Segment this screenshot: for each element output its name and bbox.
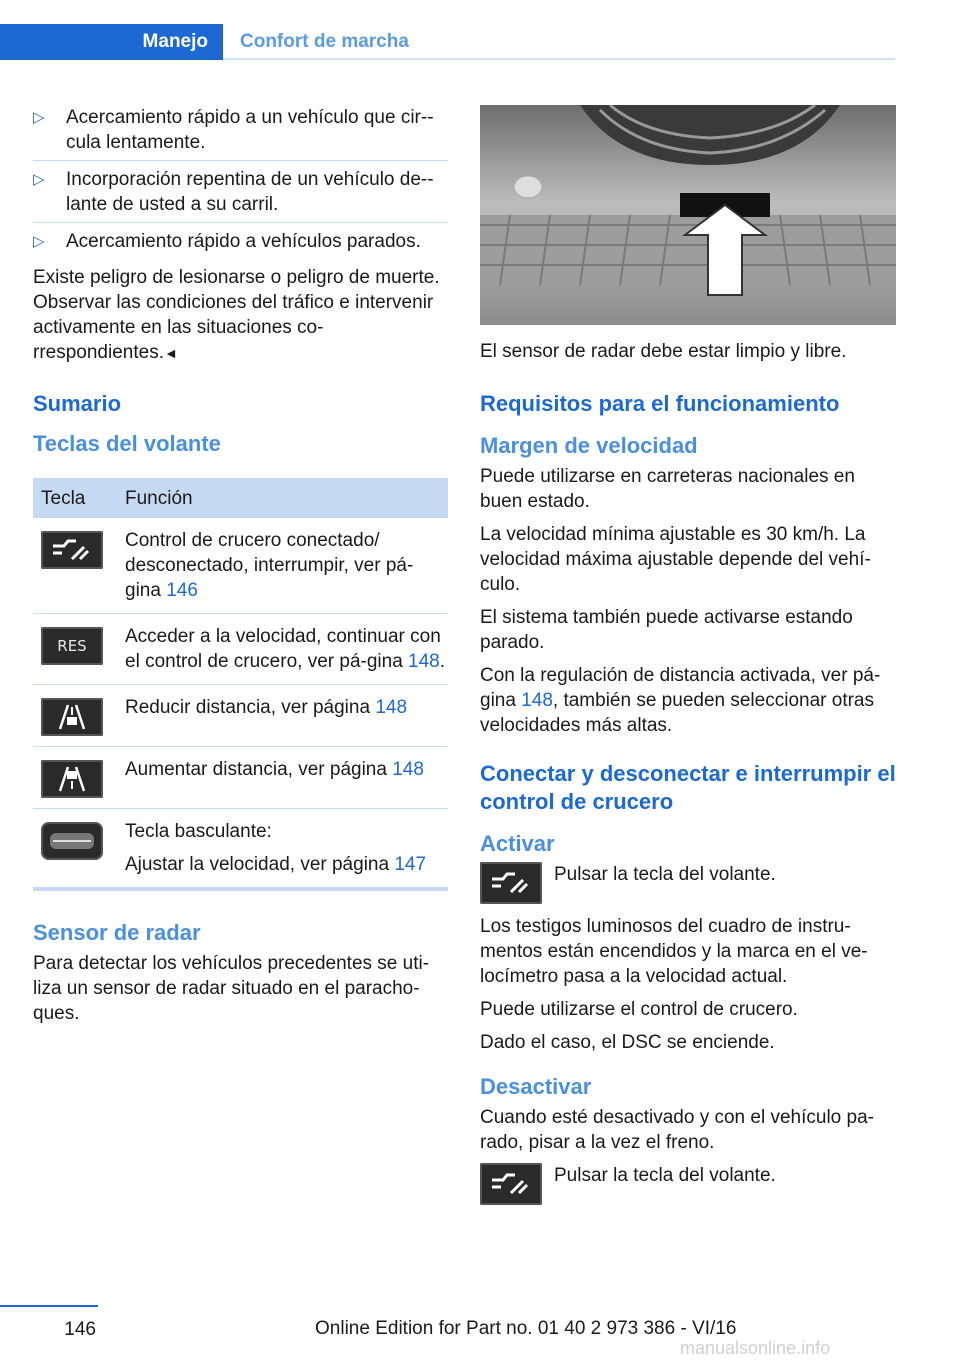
watermark: manualsonline.info: [680, 1338, 831, 1358]
bullet-text: Incorporación repentina de un vehículo de-lante de usted a su carril.: [66, 169, 434, 215]
table-row: [33, 747, 448, 809]
page-link[interactable]: 147: [394, 854, 427, 875]
table-row: [33, 518, 448, 614]
paragraph: Puede utilizarse el control de crucero.: [480, 999, 798, 1020]
paragraph: Los testigos luminosos del cuadro de instru-mentos están encendidos y la marca en el ve-locímetro pasa a la velocidad actual.: [480, 916, 868, 987]
section-heading-sumario: Sumario: [33, 391, 122, 416]
page-number: [0, 1305, 98, 1341]
page-number-text: 146: [64, 1319, 96, 1340]
function-text: Reducir distancia, ver página: [125, 697, 376, 718]
page-link[interactable]: 146: [166, 580, 198, 601]
radar-sensor-photo: [480, 105, 896, 325]
function-text-title: Tecla basculante:: [125, 821, 272, 842]
key-instruction-text: Pulsar la tecla del volante.: [554, 1165, 776, 1186]
subheading-margen: Margen de velocidad: [480, 433, 698, 458]
function-cell: [117, 685, 448, 747]
subheading-activar: Activar: [480, 831, 555, 856]
subheading-teclas: Teclas del volante: [33, 431, 221, 456]
cruise-control-icon: [480, 1163, 542, 1205]
table-header-function: Función: [117, 478, 448, 518]
function-text-end: .: [439, 651, 446, 672]
chapter-header: [0, 24, 895, 60]
paragraph-text: Con la regulación de distancia activada, ver pá-gina: [480, 665, 881, 711]
page-link[interactable]: 148: [375, 697, 408, 718]
function-cell: [117, 518, 448, 614]
function-text: Ajustar la velocidad, ver página: [125, 854, 395, 875]
cruise-control-icon: [41, 531, 103, 569]
triangle-bullet-icon: ▷: [33, 109, 45, 126]
left-column: [33, 105, 448, 1034]
paragraph-text: , también se pueden seleccionar otras velocidades más altas.: [480, 690, 874, 736]
bullet-text: Acercamiento rápido a un vehículo que cir-cula lentamente.: [66, 107, 434, 153]
function-text: Acceder a la velocidad, continuar con el control de crucero, ver pá-gina: [125, 626, 441, 672]
triangle-bullet-icon: ▷: [33, 233, 45, 250]
function-cell: [117, 614, 448, 685]
table-row: [33, 685, 448, 747]
function-text: Control de crucero conectado/ desconectado, interrumpir, ver pá-gina: [125, 530, 414, 601]
warning-text: Existe peligro de lesionarse o peligro de muerte. Observar las condiciones del tráfico e intervenir activamente en las situaciones co-rrespondientes.: [33, 267, 440, 363]
page-link[interactable]: 148: [408, 651, 440, 672]
reduce-distance-icon: [41, 698, 103, 736]
paragraph: El sistema también puede activarse estando parado.: [480, 607, 853, 653]
table-header-key: Tecla: [33, 478, 117, 518]
paragraph: Cuando esté desactivado y con el vehículo pa-rado, pisar a la vez el freno.: [480, 1107, 874, 1153]
list-item: [33, 167, 448, 223]
list-item: [33, 105, 448, 161]
page-link[interactable]: 148: [392, 759, 424, 780]
image-caption: El sensor de radar debe estar limpio y libre.: [480, 341, 847, 362]
table-row: [33, 809, 448, 890]
tab-manejo-label: Manejo: [142, 31, 208, 52]
triangle-bullet-icon: ▷: [33, 171, 45, 188]
subheading-desactivar: Desactivar: [480, 1074, 592, 1099]
bullet-text: Acercamiento rápido a vehículos parados.: [66, 231, 421, 252]
function-cell: [117, 809, 448, 890]
paragraph: [480, 663, 896, 738]
sensor-paragraph: Para detectar los vehículos precedentes se uti-liza un sensor de radar situado en el paracho-ques.: [33, 953, 430, 1024]
warning-paragraph: [33, 265, 448, 366]
table-row: [33, 614, 448, 685]
subheading-sensor-radar: Sensor de radar: [33, 920, 201, 945]
section-heading-requisitos: Requisitos para el funcionamiento: [480, 391, 840, 416]
cruise-control-icon: [480, 862, 542, 904]
key-instruction: [480, 1163, 896, 1205]
tab-manejo[interactable]: [0, 24, 223, 60]
key-instruction-text: Pulsar la tecla del volante.: [554, 864, 776, 885]
function-text: Aumentar distancia, ver página: [125, 759, 393, 780]
steering-keys-table: [33, 478, 448, 891]
tab-confort-label: Confort de marcha: [240, 31, 409, 52]
edition-footer: Online Edition for Part no. 01 40 2 973 386 - VI/16: [315, 1318, 737, 1339]
section-heading-conectar: Conectar y desconectar e interrumpir el control de crucero: [480, 761, 896, 814]
increase-distance-icon: [41, 760, 103, 798]
tab-confort-de-marcha[interactable]: [240, 24, 409, 60]
key-instruction: [480, 862, 896, 904]
paragraph: La velocidad mínima ajustable es 30 km/h. La velocidad máxima ajustable depende del vehí-culo.: [480, 524, 871, 595]
paragraph: Puede utilizarse en carreteras nacionales en buen estado.: [480, 466, 855, 512]
header-rule: [223, 58, 895, 60]
page-link[interactable]: 148: [521, 690, 553, 711]
function-cell: [117, 747, 448, 809]
paragraph: Dado el caso, el DSC se enciende.: [480, 1032, 775, 1053]
list-item: [33, 229, 448, 259]
end-mark-icon: ◄: [163, 345, 178, 361]
rocker-switch-icon: [41, 822, 103, 860]
right-column: [480, 105, 896, 1215]
res-button-icon: RES: [41, 627, 103, 665]
